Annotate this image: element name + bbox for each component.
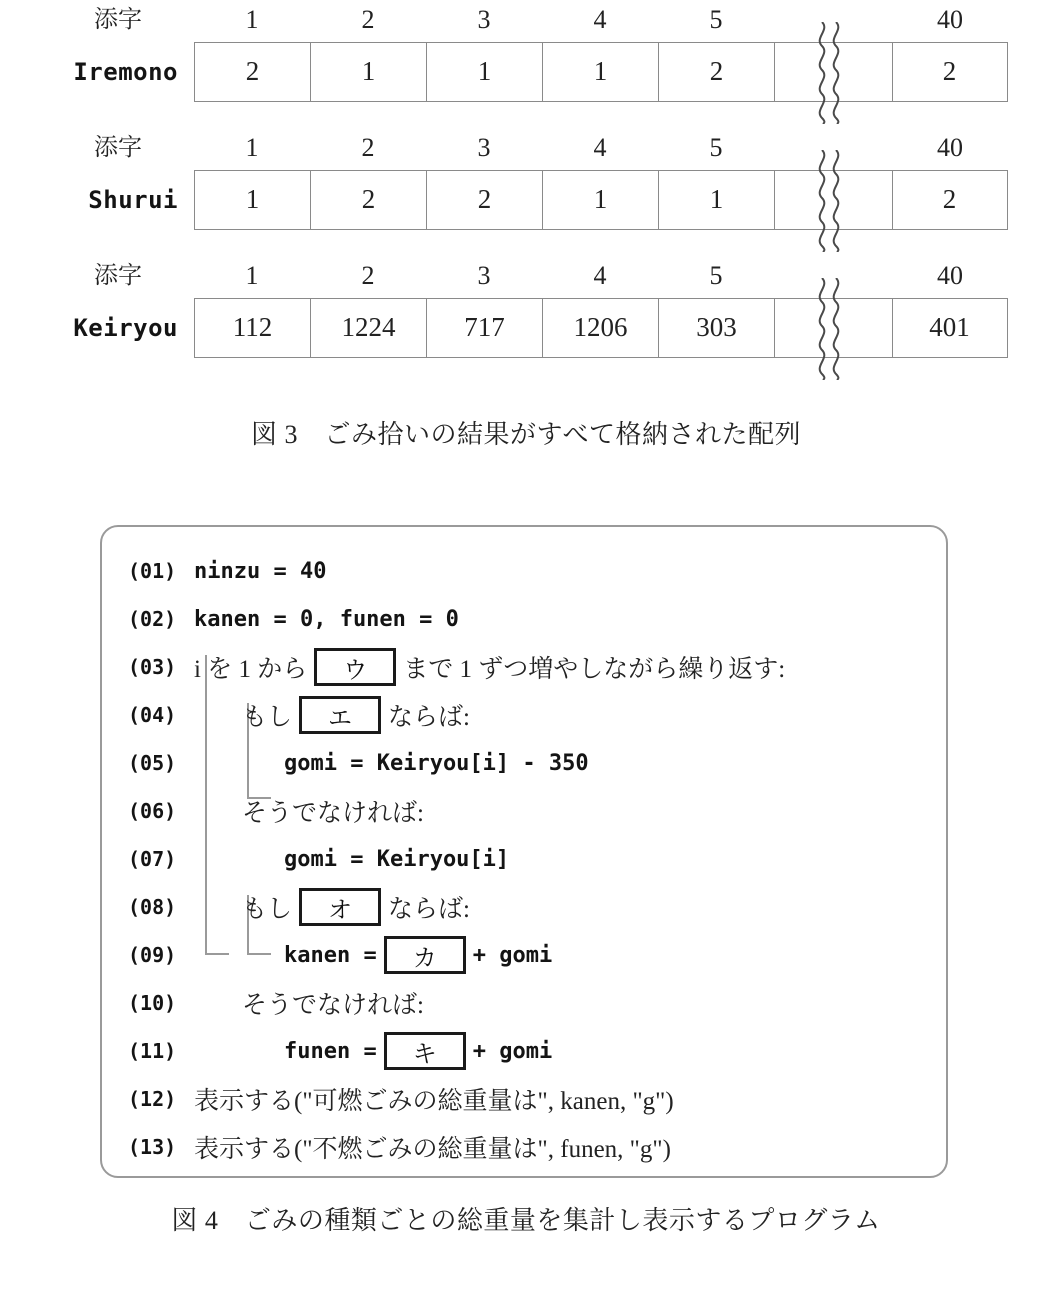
index-cell: 4	[593, 5, 607, 34]
code-text-args: ("不燃ごみの総重量は", funen, "g")	[294, 1136, 671, 1163]
code-line	[100, 1027, 948, 1075]
line-number: (06)	[128, 799, 177, 823]
index-cell-break	[774, 256, 892, 296]
index-cell: 3	[477, 5, 491, 34]
index-label-keiryou: 添字	[94, 263, 142, 289]
array-cell: 2	[427, 171, 543, 229]
array-cell: 1	[427, 43, 543, 101]
array-cell: 2	[659, 43, 775, 101]
array-block-iremono	[0, 0, 1052, 128]
line-content	[194, 793, 948, 829]
code-line	[100, 547, 948, 595]
line-number: (09)	[128, 943, 177, 967]
code-line	[100, 595, 948, 643]
code-text: そうでなければ:	[242, 992, 424, 1019]
index-cell: 3	[477, 261, 491, 290]
line-number: (10)	[128, 991, 177, 1015]
code-text: そうでなければ:	[242, 800, 424, 827]
cells-row-iremono	[194, 42, 1008, 102]
index-cell: 2	[361, 5, 375, 34]
code-line	[100, 979, 948, 1027]
code-text-post: ならば:	[388, 704, 470, 731]
code-text: ninzu = 40	[194, 558, 327, 584]
array-cell: 1206	[543, 299, 659, 357]
code-text: gomi = Keiryou[i]	[284, 846, 510, 872]
line-content	[194, 1081, 948, 1117]
array-name-keiryou: Keiryou	[73, 314, 178, 342]
answer-box-e[interactable]: エ	[299, 696, 381, 734]
index-cell: 40	[937, 261, 963, 290]
code-text-post: + gomi	[472, 942, 553, 968]
line-content	[194, 1129, 948, 1165]
index-label-iremono: 添字	[94, 7, 142, 33]
code-text-pre: kanen =	[284, 942, 377, 968]
line-content	[194, 648, 948, 686]
line-number: (04)	[128, 703, 177, 727]
line-number: (13)	[128, 1135, 177, 1159]
line-content	[194, 751, 948, 776]
array-cell: 1	[311, 43, 427, 101]
line-content	[194, 607, 948, 632]
code-text-call: 表示する	[194, 1088, 295, 1115]
answer-box-o[interactable]: オ	[299, 888, 381, 926]
array-cell: 2	[311, 171, 427, 229]
index-cell: 2	[361, 261, 375, 290]
answer-box-ki[interactable]: キ	[384, 1032, 466, 1070]
line-number: (05)	[128, 751, 177, 775]
line-content	[194, 888, 948, 926]
index-cell-break	[774, 128, 892, 168]
code-text-post: ならば:	[388, 896, 470, 923]
figure-3-caption: 図 3 ごみ拾いの結果がすべて格納された配列	[251, 420, 801, 449]
line-content	[194, 559, 948, 584]
index-row-iremono	[194, 0, 1008, 40]
answer-box-u[interactable]: ウ	[314, 648, 396, 686]
index-cell: 1	[245, 5, 259, 34]
array-cell: 1	[195, 171, 311, 229]
index-label-shurui: 添字	[94, 135, 142, 161]
code-text-args: ("可燃ごみの総重量は", kanen, "g")	[294, 1088, 674, 1115]
index-row-keiryou	[194, 256, 1008, 296]
index-cell-break	[774, 0, 892, 40]
index-cell: 1	[245, 133, 259, 162]
code-line	[100, 643, 948, 691]
array-cell: 112	[195, 299, 311, 357]
figure-4-caption: 図 4 ごみの種類ごとの総重量を集計し表示するプログラム	[171, 1206, 881, 1235]
array-cell: 1	[659, 171, 775, 229]
array-cell: 717	[427, 299, 543, 357]
array-cell: 401	[929, 312, 970, 342]
line-content	[194, 1032, 948, 1070]
code-line	[100, 931, 948, 979]
array-cell-break	[775, 299, 893, 357]
array-cell: 303	[659, 299, 775, 357]
line-number: (01)	[128, 559, 177, 583]
code-text-call: 表示する	[194, 1136, 295, 1163]
index-cell: 4	[593, 261, 607, 290]
index-cell: 1	[245, 261, 259, 290]
code-text-post: まで 1 ずつ増やしながら繰り返す:	[403, 656, 786, 683]
code-line	[100, 1075, 948, 1123]
answer-box-ka[interactable]: カ	[384, 936, 466, 974]
array-name-iremono: Iremono	[73, 58, 178, 86]
line-content	[194, 985, 948, 1021]
array-cell: 1224	[311, 299, 427, 357]
index-cell: 5	[709, 133, 723, 162]
array-diagrams	[0, 0, 1052, 384]
array-cell: 2	[942, 184, 957, 214]
line-number: (07)	[128, 847, 177, 871]
array-cell-break	[775, 43, 893, 101]
line-content	[194, 847, 948, 872]
array-cell: 1	[543, 171, 659, 229]
cells-row-keiryou	[194, 298, 1008, 358]
array-cell-break	[775, 171, 893, 229]
code-text-post: + gomi	[472, 1038, 553, 1064]
code-text-pre: i を 1 から	[194, 656, 308, 683]
array-cell: 1	[543, 43, 659, 101]
cells-row-shurui	[194, 170, 1008, 230]
index-cell: 5	[709, 261, 723, 290]
line-number: (11)	[128, 1039, 177, 1063]
index-cell: 5	[709, 5, 723, 34]
code-text-pre: funen =	[284, 1038, 377, 1064]
code-text-pre: もし	[242, 704, 293, 731]
program-code	[100, 525, 948, 1178]
line-content	[194, 696, 948, 734]
line-content	[194, 936, 948, 974]
code-line	[100, 787, 948, 835]
code-text: kanen = 0, funen = 0	[194, 606, 459, 632]
code-line	[100, 739, 948, 787]
array-name-shurui: Shurui	[88, 186, 178, 214]
index-cell: 40	[937, 133, 963, 162]
code-line	[100, 883, 948, 931]
code-text-pre: もし	[242, 896, 293, 923]
array-cell: 2	[942, 56, 957, 86]
line-number: (03)	[128, 655, 177, 679]
index-row-shurui	[194, 128, 1008, 168]
index-cell: 2	[361, 133, 375, 162]
line-number: (02)	[128, 607, 177, 631]
code-text: gomi = Keiryou[i] - 350	[284, 750, 589, 776]
array-cell: 2	[195, 43, 311, 101]
code-line	[100, 835, 948, 883]
index-cell: 40	[937, 5, 963, 34]
array-block-keiryou	[0, 256, 1052, 384]
line-number: (12)	[128, 1087, 177, 1111]
array-block-shurui	[0, 128, 1052, 256]
code-line	[100, 691, 948, 739]
index-cell: 4	[593, 133, 607, 162]
line-number: (08)	[128, 895, 177, 919]
index-cell: 3	[477, 133, 491, 162]
code-line	[100, 1123, 948, 1171]
